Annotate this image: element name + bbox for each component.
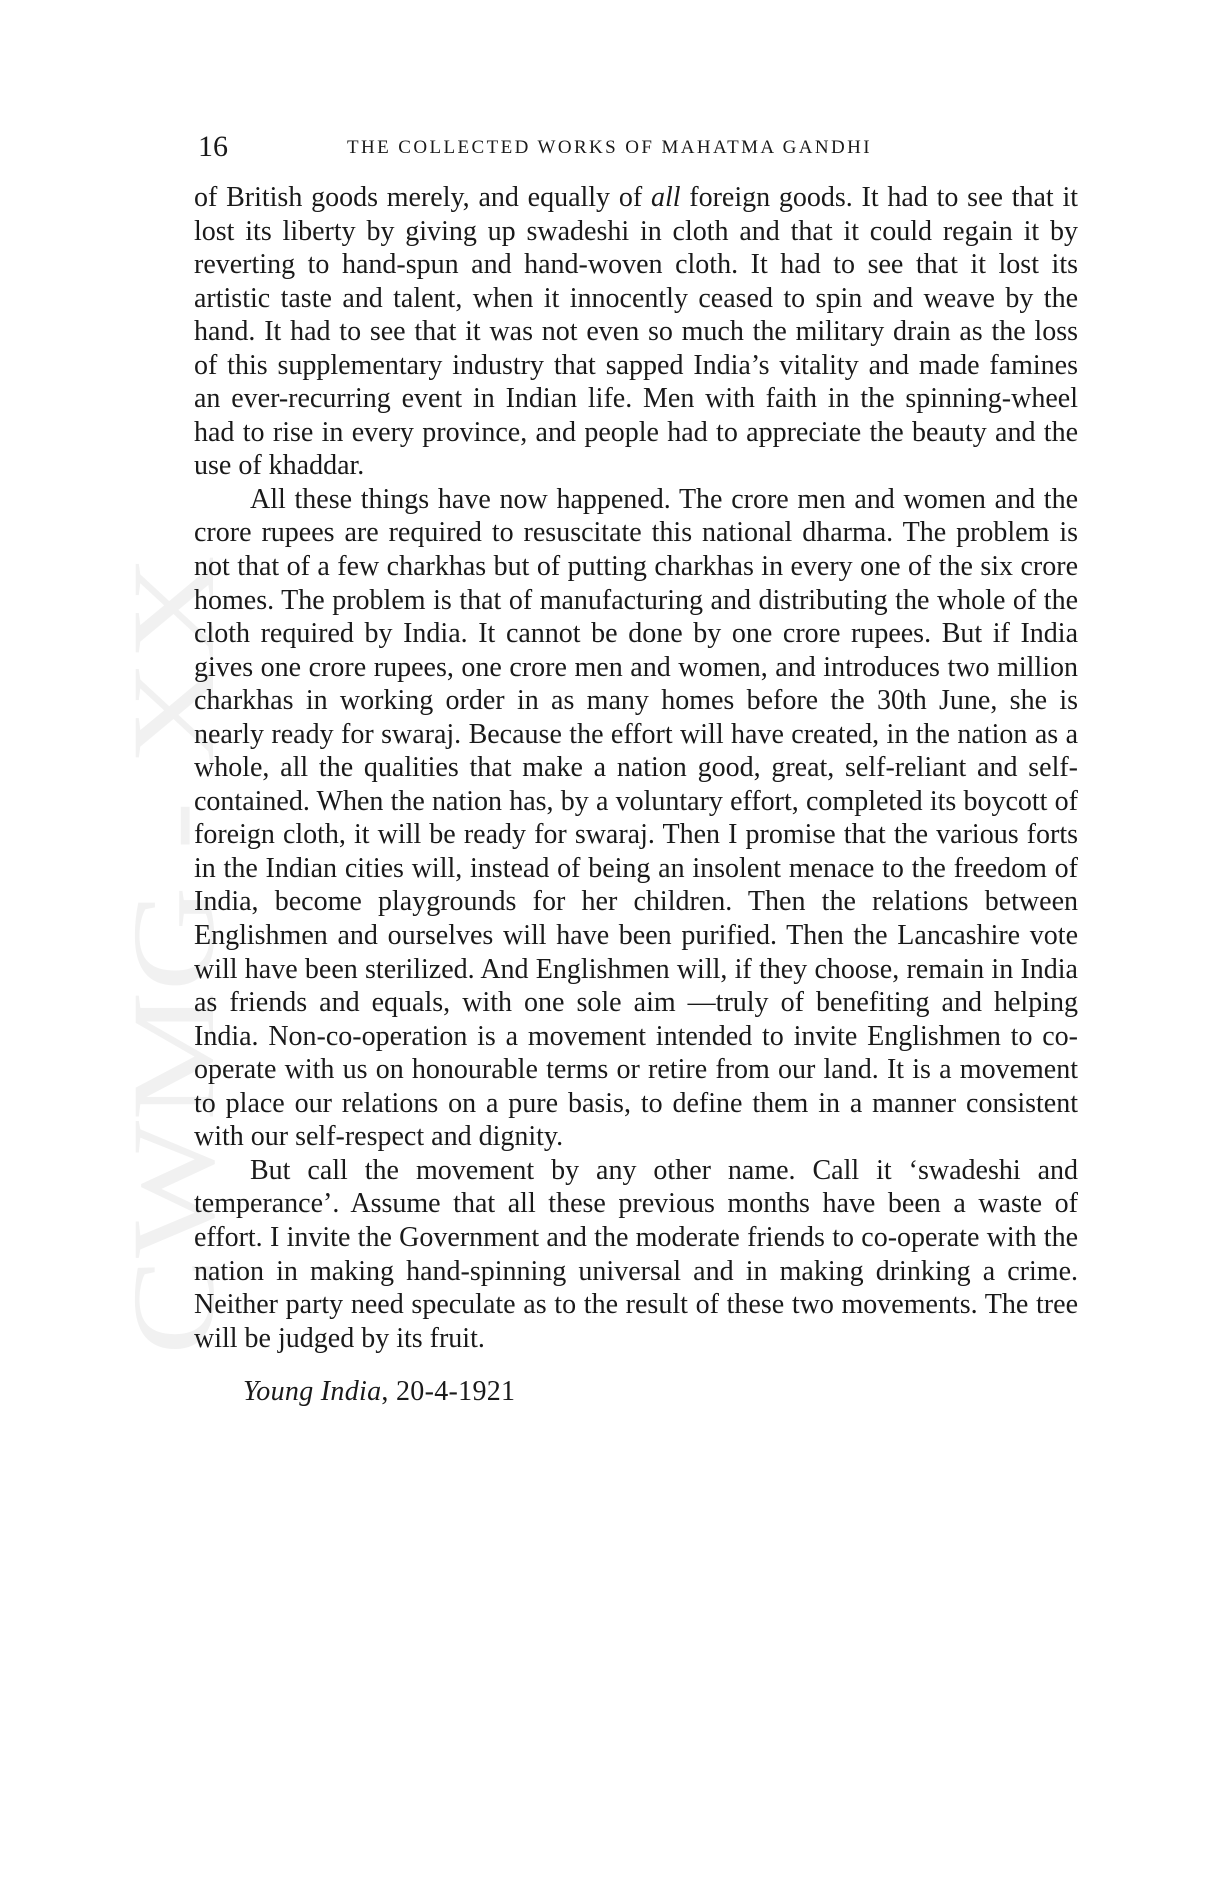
paragraph-1 — [194, 181, 1078, 483]
source-title: Young India — [243, 1376, 382, 1408]
page-number: 16 — [198, 130, 228, 163]
emphasis-all: all — [650, 182, 681, 213]
paragraph-1-rest: foreign goods. It had to see that it lost its liberty by giving up swadeshi in cloth and that it could regain it by reverting to hand-spun and hand-woven cloth. It had to see that it lost its artistic taste and talent, when it innocently ceased to spin and weave by the hand. It had to see that it was not even so much the military drain as the loss of this supplementary industry that sapped India’s vitality and made famines an ever-recurring event in Indian life. Men with faith in the spinning-wheel had to rise in every province, and people had to appreciate the beauty and the use of khaddar. — [194, 182, 1079, 482]
running-title: THE COLLECTED WORKS OF MAHATMA GANDHI — [347, 137, 872, 158]
page-header — [192, 126, 1072, 166]
paragraph-1-start: of British goods merely, and equally of — [194, 182, 651, 213]
paragraph-3: But call the movement by any other name. Call it ‘swadeshi and temperance’. Assume that all these previous months have been a waste of effort. I invite the Government and the moderate friends to co-operate with the nation in making hand-spinning universal and in making drinking a crime. Neither party need speculate as to the result of these two movements. The tree will be judged by its fruit. — [194, 1154, 1078, 1354]
paragraph-2: All these things have now happened. The crore men and women and the crore rupees are required to resuscitate this national dharma. The problem is not that of a few charkhas but of putting charkhas in every one of the six crore homes. The problem is that of manufacturing and distributing the whole of the cloth required by India. It cannot be done by one crore rupees. But if India gives one crore rupees, one crore men and women, and introduces two million charkhas in working order in as many homes before the 30th June, she is nearly ready for swaraj. Because the effort will have created, in the nation as a whole, all the qualities that make a nation good, great, self-reliant and self-contained. When the nation has, by a voluntary effort, completed its boycott of foreign cloth, it will be ready for swaraj. Then I promise that the various forts in the Indian cities will, instead of being an insolent menace to the freedom of India, become playgrounds for her children. Then the relations between Englishmen and ourselves will have been purified. Then the Lancashire vote will have been sterilized. And Englishmen will, if they choose, remain in India as friends and equals, with one sole aim —truly of benefiting and helping India. Non-co-operation is a movement intended to invite Englishmen to co-operate with us on honourable terms or retire from our land. It is a movement to place our relations on a pure basis, to define them in a manner consistent with our self-respect and dignity. — [194, 483, 1078, 1153]
source-citation — [194, 1375, 1078, 1409]
watermark-text: CWMG - XX — [108, 706, 239, 1355]
body-text — [194, 181, 1078, 1409]
source-date: , 20-4-1921 — [381, 1376, 516, 1408]
